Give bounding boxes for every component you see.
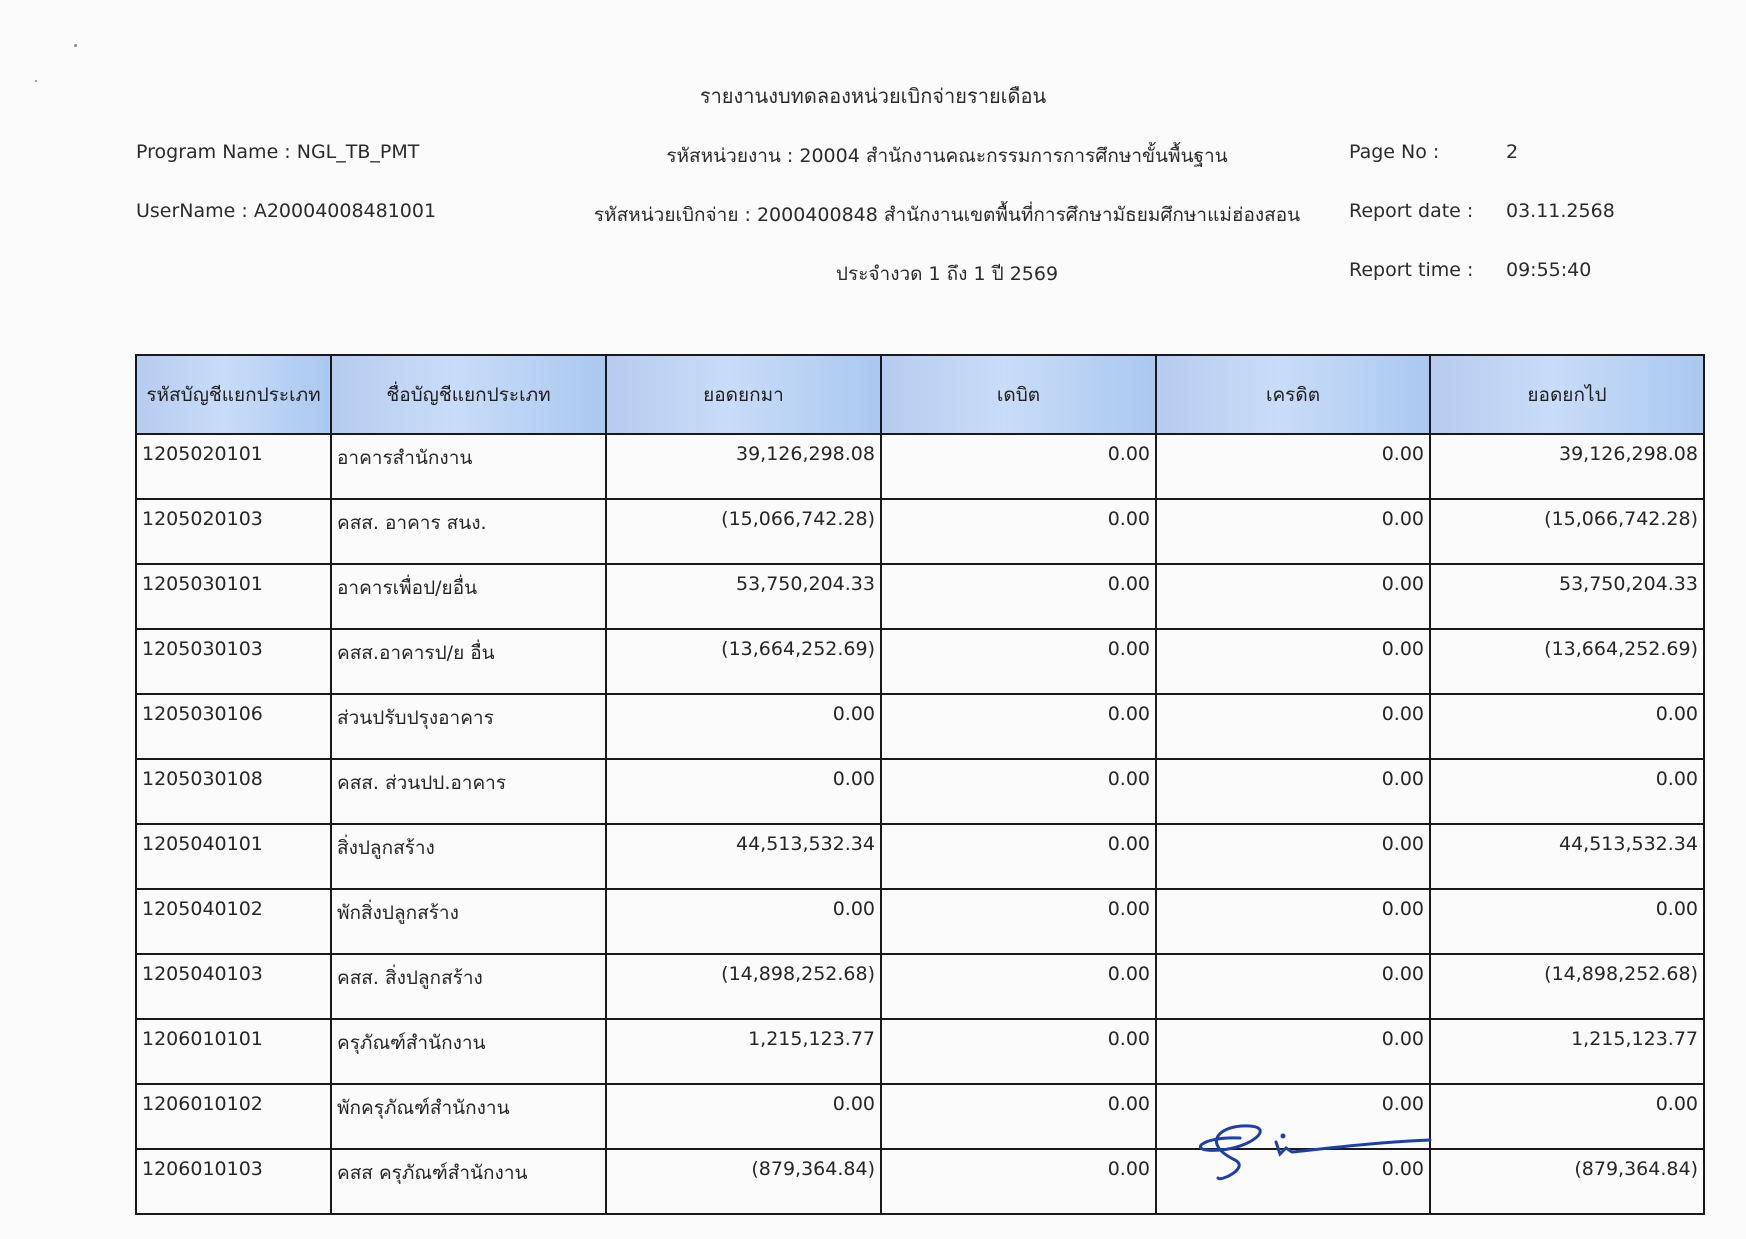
debit-cell: 0.00 bbox=[881, 954, 1156, 1019]
report-date: 03.11.2568 bbox=[1506, 200, 1615, 222]
debit-cell: 0.00 bbox=[881, 434, 1156, 499]
account-name-cell: พักสิ่งปลูกสร้าง bbox=[331, 889, 606, 954]
signature bbox=[1180, 1108, 1440, 1188]
account-code-cell: 1205020103 bbox=[136, 499, 331, 564]
debit-cell: 0.00 bbox=[881, 499, 1156, 564]
debit-cell: 0.00 bbox=[881, 694, 1156, 759]
credit-cell: 0.00 bbox=[1156, 889, 1430, 954]
column-header-account-code: รหัสบัญชีแยกประเภท bbox=[136, 355, 331, 434]
closing-balance-cell: (15,066,742.28) bbox=[1430, 499, 1704, 564]
scan-speck bbox=[74, 44, 77, 47]
opening-balance-cell: (879,364.84) bbox=[606, 1149, 881, 1214]
debit-cell: 0.00 bbox=[881, 1019, 1156, 1084]
opening-balance-cell: 0.00 bbox=[606, 1084, 881, 1149]
credit-cell: 0.00 bbox=[1156, 1019, 1430, 1084]
account-name-cell: ครุภัณฑ์สำนักงาน bbox=[331, 1019, 606, 1084]
account-name-cell: คสส. สิ่งปลูกสร้าง bbox=[331, 954, 606, 1019]
table-row bbox=[136, 1149, 1704, 1214]
closing-balance-cell: 0.00 bbox=[1430, 694, 1704, 759]
closing-balance-cell: 1,215,123.77 bbox=[1430, 1019, 1704, 1084]
username: UserName : A20004008481001 bbox=[136, 200, 437, 222]
report-time-label: Report time : bbox=[1349, 259, 1474, 281]
report-date-label: Report date : bbox=[1349, 200, 1474, 222]
account-code-cell: 1206010102 bbox=[136, 1084, 331, 1149]
credit-cell: 0.00 bbox=[1156, 499, 1430, 564]
credit-cell: 0.00 bbox=[1156, 629, 1430, 694]
table-row bbox=[136, 824, 1704, 889]
opening-balance-cell: 53,750,204.33 bbox=[606, 564, 881, 629]
account-code-cell: 1205030108 bbox=[136, 759, 331, 824]
account-code-cell: 1205040103 bbox=[136, 954, 331, 1019]
opening-balance-cell: 0.00 bbox=[606, 694, 881, 759]
account-code-cell: 1205030103 bbox=[136, 629, 331, 694]
account-code-cell: 1206010103 bbox=[136, 1149, 331, 1214]
opening-balance-cell: 0.00 bbox=[606, 889, 881, 954]
account-name-cell: อาคารสำนักงาน bbox=[331, 434, 606, 499]
closing-balance-cell: (879,364.84) bbox=[1430, 1149, 1704, 1214]
debit-cell: 0.00 bbox=[881, 564, 1156, 629]
account-code-cell: 1205030101 bbox=[136, 564, 331, 629]
account-code-cell: 1206010101 bbox=[136, 1019, 331, 1084]
program-name: Program Name : NGL_TB_PMT bbox=[136, 141, 420, 163]
credit-cell: 0.00 bbox=[1156, 694, 1430, 759]
column-header-closing-balance: ยอดยกไป bbox=[1430, 355, 1704, 434]
account-name-cell: อาคารเพื่อป/ยอื่น bbox=[331, 564, 606, 629]
column-header-account-name: ชื่อบัญชีแยกประเภท bbox=[331, 355, 606, 434]
debit-cell: 0.00 bbox=[881, 889, 1156, 954]
account-name-cell: ส่วนปรับปรุงอาคาร bbox=[331, 694, 606, 759]
table-row bbox=[136, 889, 1704, 954]
account-code-cell: 1205030106 bbox=[136, 694, 331, 759]
table-row bbox=[136, 759, 1704, 824]
credit-cell: 0.00 bbox=[1156, 564, 1430, 629]
account-code-cell: 1205040101 bbox=[136, 824, 331, 889]
table-row bbox=[136, 629, 1704, 694]
page-no-label: Page No : bbox=[1349, 141, 1440, 163]
table-row bbox=[136, 1019, 1704, 1084]
debit-cell: 0.00 bbox=[881, 629, 1156, 694]
disbursing-unit: รหัสหน่วยเบิกจ่าย : 2000400848 สำนักงานเขตพื้นที่การศึกษามัธยมศึกษาแม่ฮ่องสอน bbox=[593, 204, 1301, 226]
page-no: 2 bbox=[1506, 141, 1519, 163]
table-row bbox=[136, 434, 1704, 499]
debit-cell: 0.00 bbox=[881, 759, 1156, 824]
credit-cell: 0.00 bbox=[1156, 759, 1430, 824]
account-code-cell: 1205040102 bbox=[136, 889, 331, 954]
opening-balance-cell: 1,215,123.77 bbox=[606, 1019, 881, 1084]
table-row bbox=[136, 1084, 1704, 1149]
trial-balance-table bbox=[135, 354, 1705, 1215]
closing-balance-cell: 0.00 bbox=[1430, 1084, 1704, 1149]
table-row bbox=[136, 954, 1704, 1019]
table-header-row bbox=[136, 355, 1704, 434]
closing-balance-cell: 44,513,532.34 bbox=[1430, 824, 1704, 889]
opening-balance-cell: 39,126,298.08 bbox=[606, 434, 881, 499]
credit-cell: 0.00 bbox=[1156, 1084, 1430, 1149]
credit-cell: 0.00 bbox=[1156, 954, 1430, 1019]
account-name-cell: คสส.อาคารป/ย อื่น bbox=[331, 629, 606, 694]
opening-balance-cell: 44,513,532.34 bbox=[606, 824, 881, 889]
report-title: รายงานงบทดลองหน่วยเบิกจ่ายรายเดือน bbox=[699, 84, 1047, 108]
closing-balance-cell: 0.00 bbox=[1430, 889, 1704, 954]
table-row bbox=[136, 564, 1704, 629]
opening-balance-cell: (13,664,252.69) bbox=[606, 629, 881, 694]
scan-speck bbox=[35, 80, 37, 82]
table-row bbox=[136, 694, 1704, 759]
debit-cell: 0.00 bbox=[881, 1149, 1156, 1214]
closing-balance-cell: 53,750,204.33 bbox=[1430, 564, 1704, 629]
opening-balance-cell: 0.00 bbox=[606, 759, 881, 824]
debit-cell: 0.00 bbox=[881, 1084, 1156, 1149]
agency-code: รหัสหน่วยงาน : 20004 สำนักงานคณะกรรมการการศึกษาขั้นพื้นฐาน bbox=[666, 145, 1228, 167]
table-row bbox=[136, 499, 1704, 564]
column-header-credit: เครดิต bbox=[1156, 355, 1430, 434]
credit-cell: 0.00 bbox=[1156, 434, 1430, 499]
credit-cell: 0.00 bbox=[1156, 824, 1430, 889]
closing-balance-cell: 0.00 bbox=[1430, 759, 1704, 824]
report-period: ประจำงวด 1 ถึง 1 ปี 2569 bbox=[835, 263, 1059, 285]
account-name-cell: คสส. อาคาร สนง. bbox=[331, 499, 606, 564]
debit-cell: 0.00 bbox=[881, 824, 1156, 889]
column-header-opening-balance: ยอดยกมา bbox=[606, 355, 881, 434]
credit-cell: 0.00 bbox=[1156, 1149, 1430, 1214]
opening-balance-cell: (15,066,742.28) bbox=[606, 499, 881, 564]
account-name-cell: คสส ครุภัณฑ์สำนักงาน bbox=[331, 1149, 606, 1214]
account-name-cell: พักครุภัณฑ์สำนักงาน bbox=[331, 1084, 606, 1149]
closing-balance-cell: (13,664,252.69) bbox=[1430, 629, 1704, 694]
closing-balance-cell: 39,126,298.08 bbox=[1430, 434, 1704, 499]
opening-balance-cell: (14,898,252.68) bbox=[606, 954, 881, 1019]
closing-balance-cell: (14,898,252.68) bbox=[1430, 954, 1704, 1019]
account-name-cell: สิ่งปลูกสร้าง bbox=[331, 824, 606, 889]
column-header-debit: เดบิต bbox=[881, 355, 1156, 434]
report-time: 09:55:40 bbox=[1506, 259, 1592, 281]
account-name-cell: คสส. ส่วนปป.อาคาร bbox=[331, 759, 606, 824]
account-code-cell: 1205020101 bbox=[136, 434, 331, 499]
